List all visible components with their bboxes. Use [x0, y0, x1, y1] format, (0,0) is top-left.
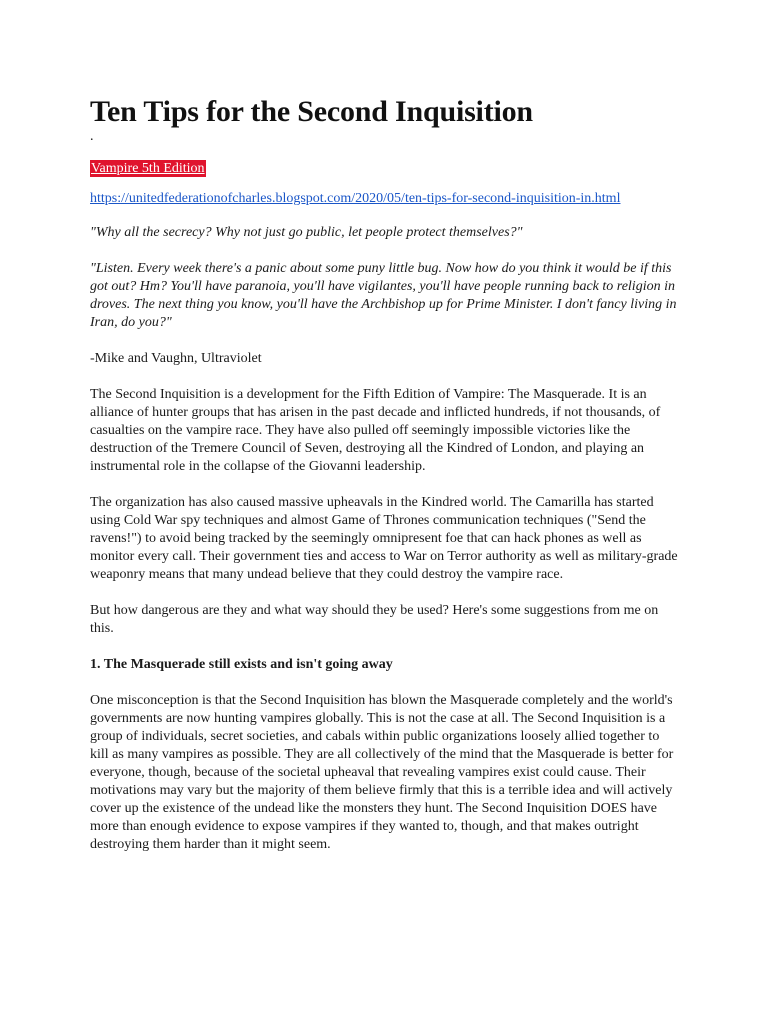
- suggestions-paragraph: But how dangerous are they and what way should they be used? Here's some suggestions from me on this.: [90, 603, 659, 636]
- document-page: [90, 92, 680, 854]
- masquerade-paragraph: One misconception is that the Second Inquisition has blown the Masquerade completely and the world's governments are now hunting vampires globally. This is not the case at all. The Second Inquisition is a group of individuals, secret societies, and cabals within public organizations loosely allied together to kill as many vampires as possible. They are all collectively of the mind that the Masquerade is better for everyone, though, because of the societal upheaval that revealing vampires exist could cause. Their motivations may vary but the majority of them believe firmly that this is a terrible idea and will actively cover up the existence of the undead like the monsters they hunt. The Second Inquisition DOES have more than enough evidence to expose vampires if they wanted to, though, and that makes outright destroying them harder than it might seem.: [90, 693, 674, 852]
- category-tag-link[interactable]: Vampire 5th Edition: [91, 161, 205, 176]
- epigraph-question: "Why all the secrecy? Why not just go public, let people protect themselves?": [90, 225, 523, 240]
- epigraph-answer: "Listen. Every week there's a panic about some puny little bug. Now how do you think it would be if this got out? Hm? You'll have paranoia, you'll have vigilantes, you'll have people running back to religion in droves. The next thing you know, you'll have the Archbishop up for Prime Minister. I don't fancy living in Iran, do you?": [90, 261, 677, 330]
- epigraph-attribution: -Mike and Vaughn, Ultraviolet: [90, 351, 262, 366]
- source-url-link[interactable]: https://unitedfederationofcharles.blogspot.com/2020/05/ten-tips-for-second-inquisition-in.html: [90, 191, 621, 206]
- title-dot: .: [90, 129, 94, 144]
- intro-paragraph: The Second Inquisition is a development for the Fifth Edition of Vampire: The Masquerade. It is an alliance of hunter groups that has arisen in the past decade and inflicted hundreds, if not thousands, of casualties on the vampire race. They have also pulled off seemingly impossible victories like the destruction of the Tremere Council of Seven, destroying all the Kindred of London, and playing an instrumental role in the collapse of the Giovanni leadership.: [90, 387, 661, 474]
- document-title: Ten Tips for the Second Inquisition: [90, 95, 533, 128]
- section-heading-1: 1. The Masquerade still exists and isn't going away: [90, 657, 393, 672]
- upheaval-paragraph: The organization has also caused massive upheavals in the Kindred world. The Camarilla has started using Cold War spy techniques and almost Game of Thrones communication techniques ("Send the ravens!") to avoid being tracked by the seemingly omnipresent foe that can hack phones as well as monitor every call. Their government ties and access to War on Terror authority as well as military-grade weaponry means that many undead believe that they could destroy the vampire race.: [90, 495, 678, 582]
